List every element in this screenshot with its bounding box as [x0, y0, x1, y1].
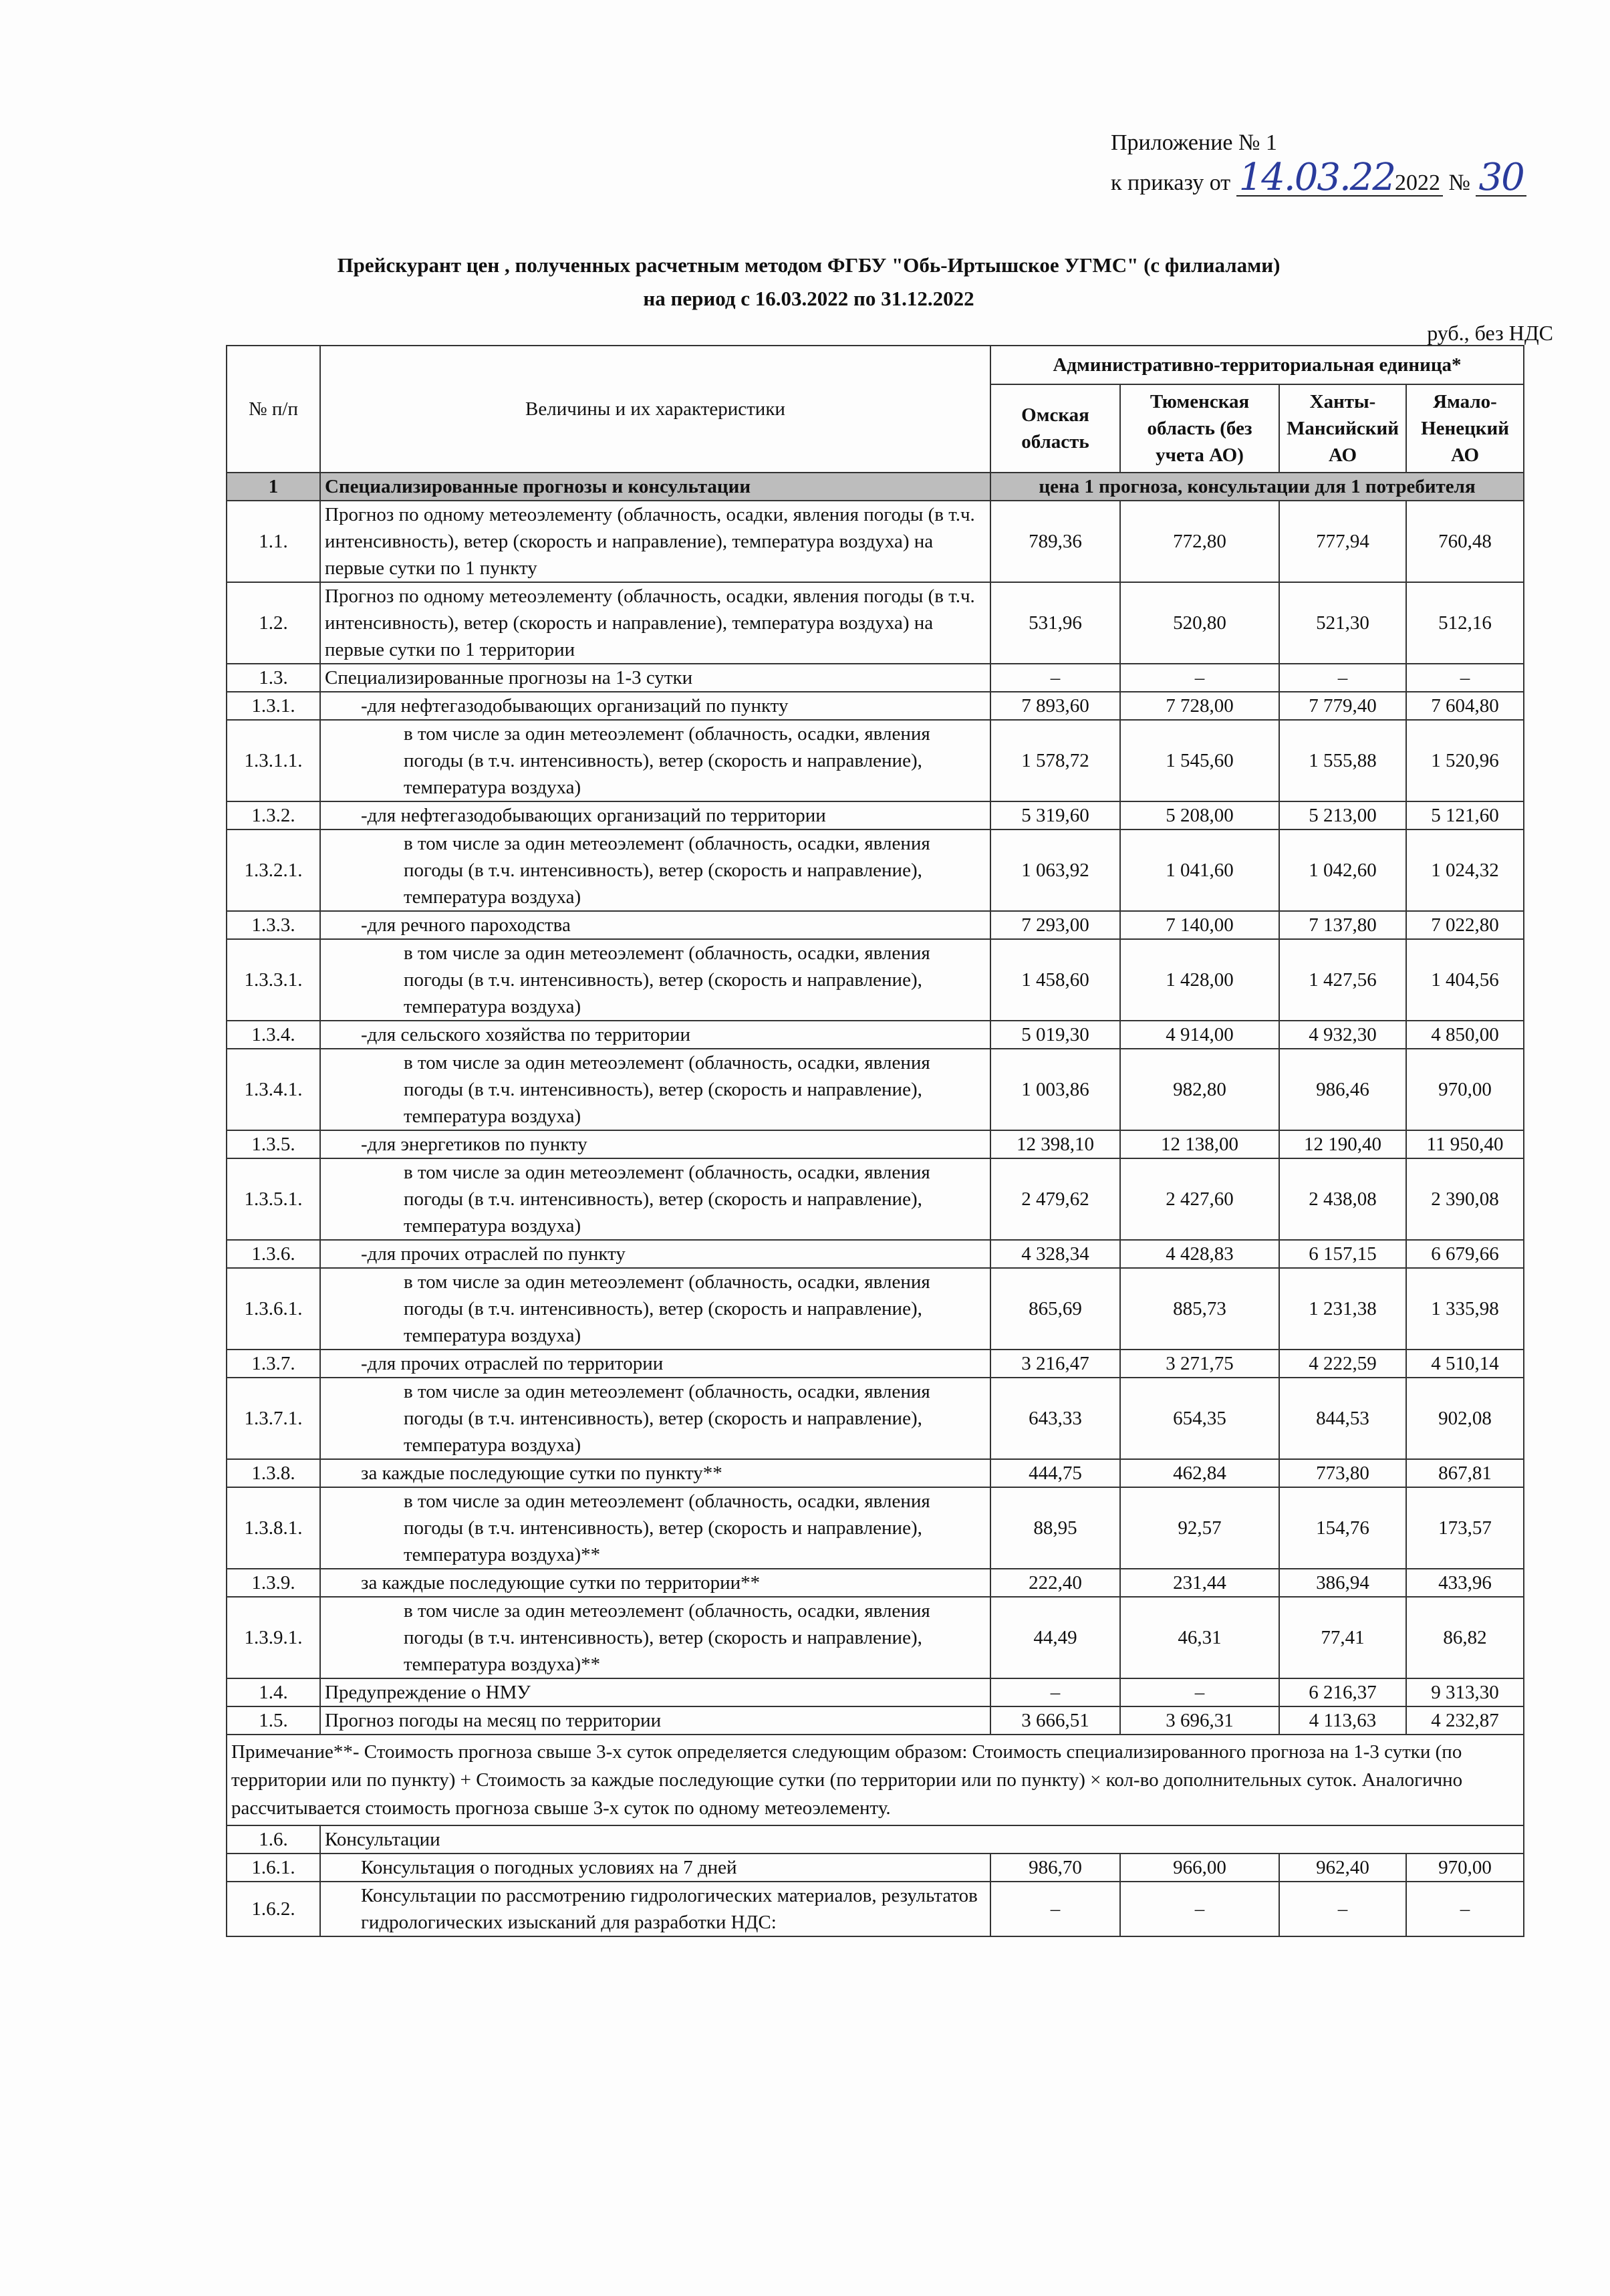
row-description: Прогноз по одному метеоэлементу (облачность, осадки, явления погоды (в т.ч. интенсивность), ветер (скорость и направление), температура воздуха) на первые сутки по 1 пункту — [320, 501, 990, 582]
table-row — [227, 939, 1524, 1021]
price-yanao: 5 121,60 — [1406, 801, 1524, 830]
price-khmao: 962,40 — [1279, 1854, 1406, 1882]
row-number: 1.3.5.1. — [227, 1158, 320, 1240]
price-omsk: 865,69 — [990, 1268, 1120, 1350]
price-khmao: 1 427,56 — [1279, 939, 1406, 1021]
price-khmao: 77,41 — [1279, 1597, 1406, 1678]
price-tyumen: – — [1120, 1678, 1279, 1706]
price-yanao: 7 022,80 — [1406, 911, 1524, 939]
price-khmao: 7 779,40 — [1279, 692, 1406, 720]
row-description: -для речного пароходства — [320, 911, 990, 939]
price-khmao: 7 137,80 — [1279, 911, 1406, 939]
table-row — [227, 664, 1524, 692]
header-row-1 — [227, 346, 1524, 384]
row-number: 1.6.1. — [227, 1854, 320, 1882]
row-number: 1.6.2. — [227, 1882, 320, 1936]
table-row — [227, 1882, 1524, 1936]
row-number: 1.3.6.1. — [227, 1268, 320, 1350]
price-khmao: 1 555,88 — [1279, 720, 1406, 801]
admin-unit-header: Административно-территориальная единица* — [990, 346, 1524, 384]
price-khmao: 4 113,63 — [1279, 1706, 1406, 1735]
table-row — [227, 1678, 1524, 1706]
price-tyumen: 92,57 — [1120, 1487, 1279, 1569]
row-description: в том числе за один метеоэлемент (облачность, осадки, явления погоды (в т.ч. интенсивность), ветер (скорость и направление), температура воздуха) — [320, 1158, 990, 1240]
row-number: 1.3.3. — [227, 911, 320, 939]
price-omsk: 3 666,51 — [990, 1706, 1120, 1735]
appendix-label: Приложение № 1 — [1111, 130, 1277, 155]
price-tyumen: 12 138,00 — [1120, 1130, 1279, 1158]
price-yanao: 1 520,96 — [1406, 720, 1524, 801]
row-number: 1.3.7. — [227, 1350, 320, 1378]
price-khmao: 5 213,00 — [1279, 801, 1406, 830]
price-yanao: 4 232,87 — [1406, 1706, 1524, 1735]
region-header-khmao: Ханты-Мансийский АО — [1279, 384, 1406, 473]
table-row — [227, 1350, 1524, 1378]
row-number: 1.3.7.1. — [227, 1378, 320, 1459]
row-number: 1.3.9. — [227, 1569, 320, 1597]
price-omsk: 1 458,60 — [990, 939, 1120, 1021]
price-khmao: 4 222,59 — [1279, 1350, 1406, 1378]
row-description: -для сельского хозяйства по территории — [320, 1021, 990, 1049]
price-tyumen: 982,80 — [1120, 1049, 1279, 1130]
row-number: 1.3.8.1. — [227, 1487, 320, 1569]
price-tyumen: 4 914,00 — [1120, 1021, 1279, 1049]
price-omsk: 1 578,72 — [990, 720, 1120, 801]
row-number: 1.3.2.1. — [227, 830, 320, 911]
region-header-omsk: Омская область — [990, 384, 1120, 473]
price-yanao: 760,48 — [1406, 501, 1524, 582]
price-tyumen: 1 428,00 — [1120, 939, 1279, 1021]
row-number: 1.3.8. — [227, 1459, 320, 1487]
price-yanao: 867,81 — [1406, 1459, 1524, 1487]
row-description: -для прочих отраслей по пункту — [320, 1240, 990, 1268]
price-khmao: 2 438,08 — [1279, 1158, 1406, 1240]
section-row — [227, 473, 1524, 501]
price-tyumen: 3 696,31 — [1120, 1706, 1279, 1735]
row-number: 1.3.1. — [227, 692, 320, 720]
currency-note: руб., без НДС — [1427, 321, 1553, 345]
price-omsk: 643,33 — [990, 1378, 1120, 1459]
region-header-yanao: Ямало-Ненецкий АО — [1406, 384, 1524, 473]
section-title: Специализированные прогнозы и консультации — [320, 473, 990, 501]
price-omsk: – — [990, 1678, 1120, 1706]
price-yanao: 970,00 — [1406, 1049, 1524, 1130]
row-description: в том числе за один метеоэлемент (облачность, осадки, явления погоды (в т.ч. интенсивность), ветер (скорость и направление), температура воздуха) — [320, 1049, 990, 1130]
price-tyumen: 7 728,00 — [1120, 692, 1279, 720]
row-number: 1.3.6. — [227, 1240, 320, 1268]
order-prefix: к приказу от — [1111, 170, 1231, 195]
price-table — [226, 345, 1524, 1937]
price-tyumen: 46,31 — [1120, 1597, 1279, 1678]
price-omsk: 986,70 — [990, 1854, 1120, 1882]
price-tyumen: 654,35 — [1120, 1378, 1279, 1459]
price-yanao: 2 390,08 — [1406, 1158, 1524, 1240]
price-khmao: 986,46 — [1279, 1049, 1406, 1130]
row-description: Предупреждение о НМУ — [320, 1678, 990, 1706]
row-description: -для энергетиков по пункту — [320, 1130, 990, 1158]
price-omsk: 4 328,34 — [990, 1240, 1120, 1268]
document-title — [221, 249, 1397, 315]
row-number: 1.4. — [227, 1678, 320, 1706]
price-khmao: 773,80 — [1279, 1459, 1406, 1487]
price-omsk: 12 398,10 — [990, 1130, 1120, 1158]
price-yanao: 173,57 — [1406, 1487, 1524, 1569]
table-row — [227, 1706, 1524, 1735]
price-khmao: 1 231,38 — [1279, 1268, 1406, 1350]
price-khmao: 154,76 — [1279, 1487, 1406, 1569]
table-row — [227, 720, 1524, 801]
price-yanao: – — [1406, 664, 1524, 692]
price-tyumen: 885,73 — [1120, 1268, 1279, 1350]
table-row — [227, 1240, 1524, 1268]
price-omsk: 222,40 — [990, 1569, 1120, 1597]
row-description: в том числе за один метеоэлемент (облачность, осадки, явления погоды (в т.ч. интенсивность), ветер (скорость и направление), температура воздуха)** — [320, 1487, 990, 1569]
table-row — [227, 1487, 1524, 1569]
price-omsk: 7 893,60 — [990, 692, 1120, 720]
table-row — [227, 1021, 1524, 1049]
price-khmao: 6 216,37 — [1279, 1678, 1406, 1706]
price-tyumen: 2 427,60 — [1120, 1158, 1279, 1240]
row-description: в том числе за один метеоэлемент (облачность, осадки, явления погоды (в т.ч. интенсивность), ветер (скорость и направление), температура воздуха) — [320, 720, 990, 801]
row-number: 1.3.4. — [227, 1021, 320, 1049]
table-row — [227, 1459, 1524, 1487]
title-line-2: на период с 16.03.2022 по 31.12.2022 — [643, 287, 974, 310]
price-khmao: 844,53 — [1279, 1378, 1406, 1459]
row-description: Прогноз по одному метеоэлементу (облачность, осадки, явления погоды (в т.ч. интенсивность), ветер (скорость и направление), температура воздуха) на первые сутки по 1 территории — [320, 582, 990, 664]
price-khmao: – — [1279, 664, 1406, 692]
section-number: 1 — [227, 473, 320, 501]
row-description: Консультация о погодных условиях на 7 дней — [320, 1854, 990, 1882]
price-khmao: 1 042,60 — [1279, 830, 1406, 911]
col-desc-header: Величины и их характеристики — [320, 346, 990, 473]
order-no-label: № — [1448, 170, 1470, 195]
price-yanao: 970,00 — [1406, 1854, 1524, 1882]
table-row — [227, 911, 1524, 939]
price-khmao: 386,94 — [1279, 1569, 1406, 1597]
table-row — [227, 1597, 1524, 1678]
table-row — [227, 830, 1524, 911]
price-omsk: 2 479,62 — [990, 1158, 1120, 1240]
price-tyumen: 772,80 — [1120, 501, 1279, 582]
price-khmao: 777,94 — [1279, 501, 1406, 582]
price-yanao: 433,96 — [1406, 1569, 1524, 1597]
row-number: 1.3. — [227, 664, 320, 692]
price-tyumen: 462,84 — [1120, 1459, 1279, 1487]
price-yanao: 902,08 — [1406, 1378, 1524, 1459]
price-yanao: 11 950,40 — [1406, 1130, 1524, 1158]
order-date-handwritten: 14.03.22 — [1238, 156, 1395, 199]
row-description: Прогноз погоды на месяц по территории — [320, 1706, 990, 1735]
note-text: Примечание**- Стоимость прогноза свыше 3-х суток определяется следующим образом: Стоимость специализированного прогноза на 1-3 сутки (по территории или по пункту) + Стоимость за каждые последующие сутки (по территории или по пункту) × кол-во дополнительных суток. Аналогично рассчитывается стоимость прогноза свыше 3-х суток по одному метеоэлементу. — [227, 1735, 1524, 1825]
order-line — [1111, 156, 1545, 201]
table-row — [227, 1130, 1524, 1158]
table-row — [227, 1049, 1524, 1130]
order-number-handwritten: 30 — [1478, 156, 1524, 199]
table-row — [227, 1854, 1524, 1882]
row-description: Специализированные прогнозы на 1-3 сутки — [320, 664, 990, 692]
price-tyumen: 231,44 — [1120, 1569, 1279, 1597]
row-number: 1.3.3.1. — [227, 939, 320, 1021]
table-row — [227, 801, 1524, 830]
price-yanao: 4 850,00 — [1406, 1021, 1524, 1049]
price-khmao: 521,30 — [1279, 582, 1406, 664]
row-number: 1.3.4.1. — [227, 1049, 320, 1130]
price-yanao: 1 404,56 — [1406, 939, 1524, 1021]
price-yanao: – — [1406, 1882, 1524, 1936]
table-row — [227, 501, 1524, 582]
table-row — [227, 1569, 1524, 1597]
price-yanao: 6 679,66 — [1406, 1240, 1524, 1268]
price-yanao: 86,82 — [1406, 1597, 1524, 1678]
table-row — [227, 1158, 1524, 1240]
row-number: 1.5. — [227, 1706, 320, 1735]
appendix-block — [1111, 126, 1545, 201]
price-tyumen: 1 545,60 — [1120, 720, 1279, 801]
price-omsk: – — [990, 664, 1120, 692]
note-row — [227, 1735, 1524, 1825]
price-khmao: 4 932,30 — [1279, 1021, 1406, 1049]
row-number: 1.6. — [227, 1825, 320, 1854]
price-omsk: 88,95 — [990, 1487, 1120, 1569]
price-tyumen: 520,80 — [1120, 582, 1279, 664]
region-header-tyumen: Тюменская область (без учета АО) — [1120, 384, 1279, 473]
price-yanao: 1 335,98 — [1406, 1268, 1524, 1350]
price-omsk: 5 319,60 — [990, 801, 1120, 830]
price-tyumen: 5 208,00 — [1120, 801, 1279, 830]
price-omsk: 531,96 — [990, 582, 1120, 664]
row-number: 1.3.5. — [227, 1130, 320, 1158]
price-omsk: 1 003,86 — [990, 1049, 1120, 1130]
row-description: в том числе за один метеоэлемент (облачность, осадки, явления погоды (в т.ч. интенсивность), ветер (скорость и направление), температура воздуха) — [320, 1378, 990, 1459]
row-description: Консультации — [320, 1825, 1524, 1854]
price-yanao: 7 604,80 — [1406, 692, 1524, 720]
price-omsk: 1 063,92 — [990, 830, 1120, 911]
price-yanao: 512,16 — [1406, 582, 1524, 664]
order-year: 2022 — [1395, 170, 1441, 195]
row-number: 1.3.9.1. — [227, 1597, 320, 1678]
table-row — [227, 582, 1524, 664]
price-tyumen: 1 041,60 — [1120, 830, 1279, 911]
table-row — [227, 1268, 1524, 1350]
price-omsk: – — [990, 1882, 1120, 1936]
price-basis: цена 1 прогноза, консультации для 1 потребителя — [990, 473, 1524, 501]
row-description: за каждые последующие сутки по территории** — [320, 1569, 990, 1597]
price-khmao: – — [1279, 1882, 1406, 1936]
price-yanao: 9 313,30 — [1406, 1678, 1524, 1706]
row-number: 1.2. — [227, 582, 320, 664]
price-tyumen: 7 140,00 — [1120, 911, 1279, 939]
price-khmao: 6 157,15 — [1279, 1240, 1406, 1268]
table-row — [227, 1825, 1524, 1854]
price-tyumen: – — [1120, 1882, 1279, 1936]
row-description: Консультации по рассмотрению гидрологических материалов, результатов гидрологических изысканий для разработки НДС: — [320, 1882, 990, 1936]
price-tyumen: – — [1120, 664, 1279, 692]
table-row — [227, 692, 1524, 720]
price-yanao: 4 510,14 — [1406, 1350, 1524, 1378]
price-omsk: 444,75 — [990, 1459, 1120, 1487]
price-omsk: 789,36 — [990, 501, 1120, 582]
price-omsk: 5 019,30 — [990, 1021, 1120, 1049]
price-omsk: 3 216,47 — [990, 1350, 1120, 1378]
row-number: 1.3.1.1. — [227, 720, 320, 801]
row-description: за каждые последующие сутки по пункту** — [320, 1459, 990, 1487]
col-num-header: № п/п — [227, 346, 320, 473]
row-description: в том числе за один метеоэлемент (облачность, осадки, явления погоды (в т.ч. интенсивность), ветер (скорость и направление), температура воздуха) — [320, 939, 990, 1021]
price-tyumen: 966,00 — [1120, 1854, 1279, 1882]
row-number: 1.1. — [227, 501, 320, 582]
row-description: -для нефтегазодобывающих организаций по пункту — [320, 692, 990, 720]
row-description: в том числе за один метеоэлемент (облачность, осадки, явления погоды (в т.ч. интенсивность), ветер (скорость и направление), температура воздуха) — [320, 830, 990, 911]
title-line-1: Прейскурант цен , полученных расчетным методом ФГБУ "Обь-Иртышское УГМС" (с филиалами) — [337, 253, 1281, 277]
row-description: в том числе за один метеоэлемент (облачность, осадки, явления погоды (в т.ч. интенсивность), ветер (скорость и направление), температура воздуха)** — [320, 1597, 990, 1678]
price-omsk: 7 293,00 — [990, 911, 1120, 939]
row-description: -для нефтегазодобывающих организаций по территории — [320, 801, 990, 830]
price-omsk: 44,49 — [990, 1597, 1120, 1678]
price-yanao: 1 024,32 — [1406, 830, 1524, 911]
price-khmao: 12 190,40 — [1279, 1130, 1406, 1158]
row-description: в том числе за один метеоэлемент (облачность, осадки, явления погоды (в т.ч. интенсивность), ветер (скорость и направление), температура воздуха) — [320, 1268, 990, 1350]
row-number: 1.3.2. — [227, 801, 320, 830]
row-description: -для прочих отраслей по территории — [320, 1350, 990, 1378]
price-tyumen: 4 428,83 — [1120, 1240, 1279, 1268]
price-tyumen: 3 271,75 — [1120, 1350, 1279, 1378]
table-row — [227, 1378, 1524, 1459]
